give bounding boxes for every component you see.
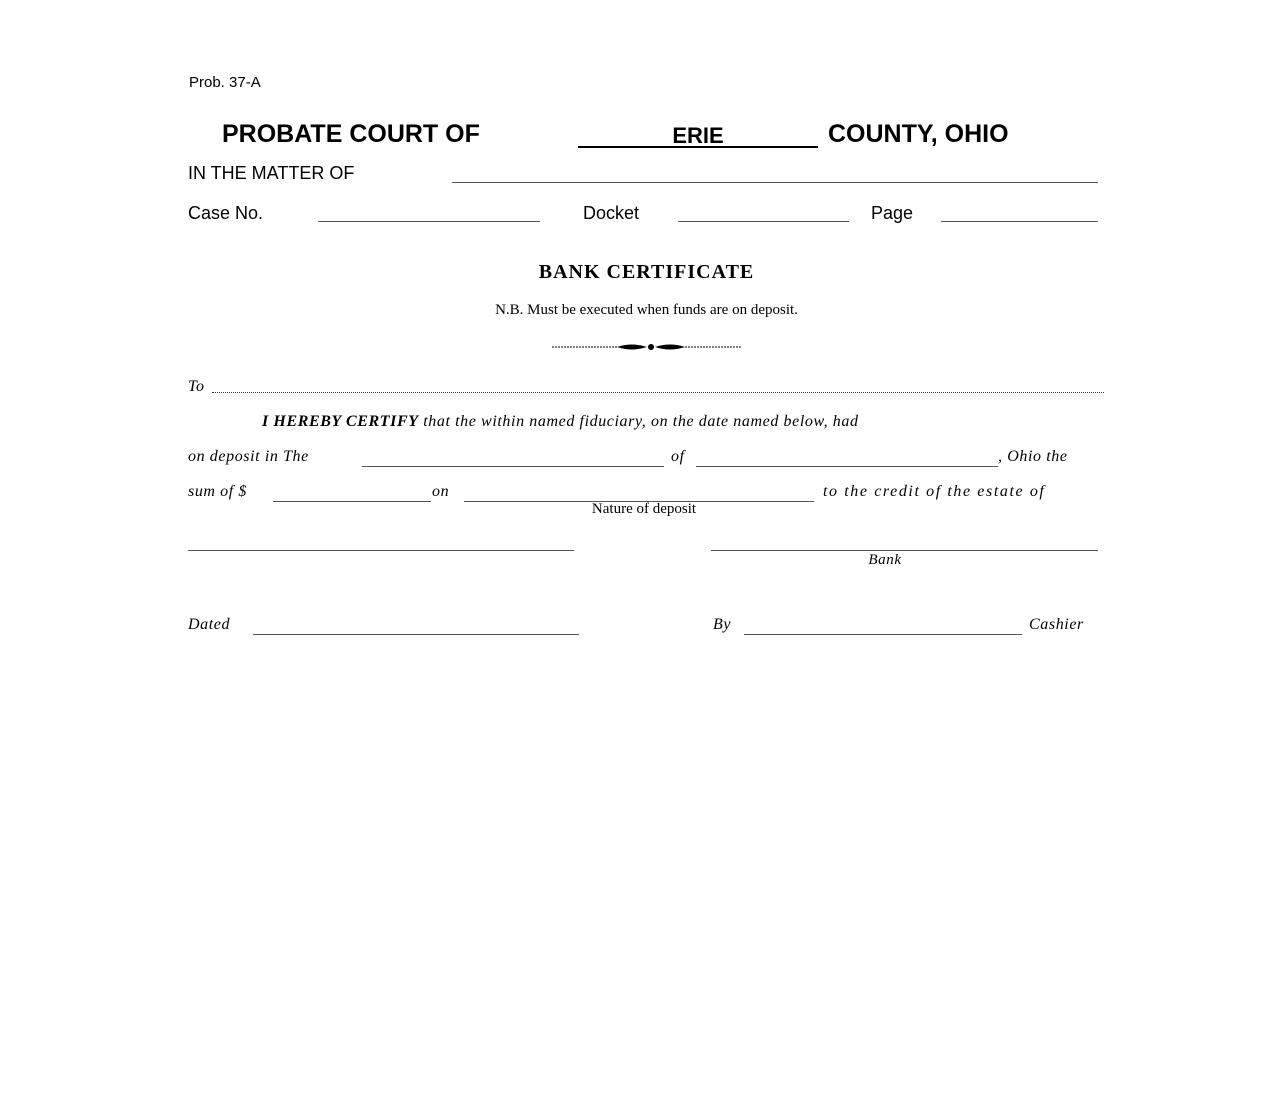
credit-text: to the credit of the estate of (823, 483, 1046, 500)
document-title: BANK CERTIFICATE (538, 261, 755, 283)
to-label: To (188, 378, 205, 395)
ohio-the-label: , Ohio the (998, 448, 1068, 465)
on-label: on (432, 483, 450, 500)
cashier-label: Cashier (1029, 616, 1084, 633)
cashier-signature-field[interactable] (744, 634, 1022, 635)
ornament-divider-icon (552, 341, 744, 353)
page-field[interactable] (941, 221, 1098, 222)
nature-caption: Nature of deposit (591, 501, 697, 517)
estate-name-field[interactable] (188, 550, 574, 551)
case-number-field[interactable] (318, 221, 540, 222)
dated-field[interactable] (253, 634, 579, 635)
dated-label: Dated (188, 616, 231, 633)
bank-signature-field[interactable] (711, 550, 1098, 551)
of-label: of (671, 448, 685, 465)
county-value: ERIE (672, 123, 724, 148)
page-label: Page (871, 203, 914, 223)
court-prefix: PROBATE COURT OF (222, 120, 480, 148)
bank-caption: Bank (868, 552, 902, 568)
bank-name-field[interactable] (362, 466, 664, 467)
matter-field[interactable] (452, 182, 1098, 183)
sum-field[interactable] (273, 501, 431, 502)
docket-field[interactable] (678, 221, 849, 222)
by-label: By (713, 616, 732, 633)
note: N.B. Must be executed when funds are on deposit. (495, 302, 798, 318)
deposit-in-label: on deposit in The (188, 448, 309, 465)
to-field[interactable] (212, 392, 1104, 393)
sum-label: sum of $ (188, 483, 248, 500)
certify-text: that the within named fiduciary, on the date named below, had (423, 413, 859, 430)
certify-bold: I HEREBY CERTIFY (262, 413, 419, 430)
form-number: Prob. 37-A (189, 74, 261, 91)
case-label: Case No. (188, 203, 264, 223)
docket-label: Docket (583, 203, 640, 223)
court-suffix: COUNTY, OHIO (828, 120, 1009, 148)
matter-label: IN THE MATTER OF (188, 163, 355, 183)
bank-city-field[interactable] (696, 466, 998, 467)
